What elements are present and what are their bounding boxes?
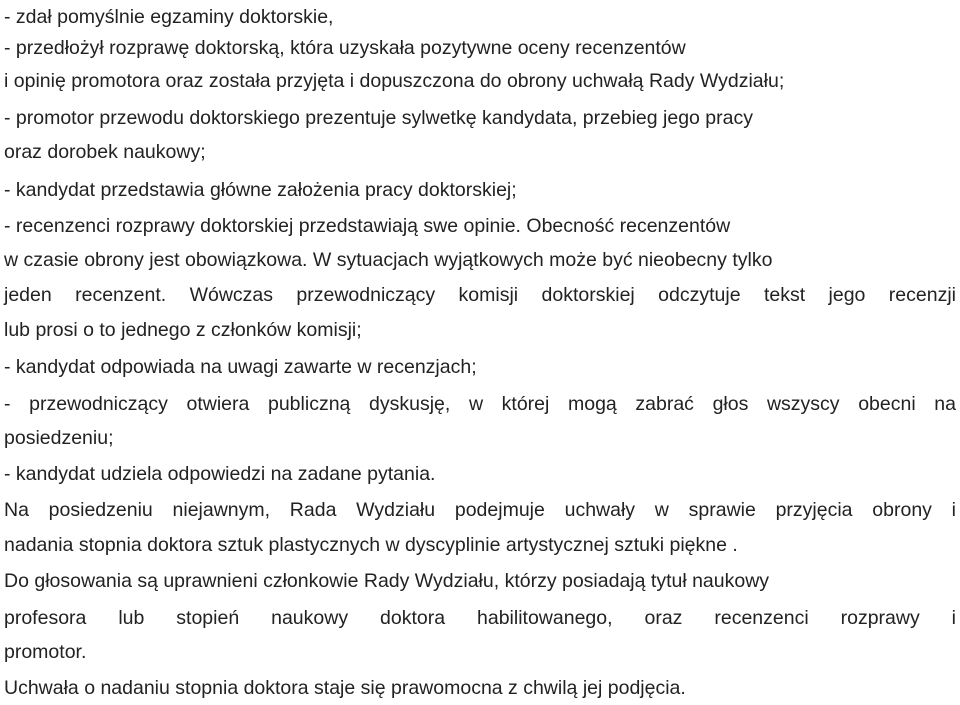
- text-line-6: - kandydat przedstawia główne założenia pracy doktorskiej;: [4, 179, 517, 201]
- text-line-20: Uchwała o nadaniu stopnia doktora staje się prawomocna z chwilą jej podjęcia.: [4, 677, 686, 699]
- text-line-2: - przedłożył rozprawę doktorską, która uzyskała pozytywne oceny recenzentów: [4, 37, 686, 59]
- text-line-4: - promotor przewodu doktorskiego prezentuje sylwetkę kandydata, przebieg jego pracy: [4, 107, 753, 129]
- text-line-19: promotor.: [4, 641, 87, 663]
- text-line-7: - recenzenci rozprawy doktorskiej przedstawiają swe opinie. Obecność recenzentów: [4, 215, 731, 237]
- text-line-14: - kandydat udziela odpowiedzi na zadane pytania.: [4, 463, 436, 485]
- text-line-10: lub prosi o to jednego z członków komisji;: [4, 319, 362, 341]
- text-line-3: i opinię promotora oraz została przyjęta i dopuszczona do obrony uchwałą Rady Wydziału;: [4, 70, 785, 92]
- text-line-8: w czasie obrony jest obowiązkowa. W sytuacjach wyjątkowych może być nieobecny tylko: [4, 249, 773, 271]
- text-line-1: - zdał pomyślnie egzaminy doktorskie,: [4, 6, 334, 28]
- text-line-12: - przewodniczący otwiera publiczną dyskusję, w której mogą zabrać głos wszyscy obecni na: [4, 393, 956, 415]
- text-line-9: jeden recenzent. Wówczas przewodniczący komisji doktorskiej odczytuje tekst jego recenzji: [4, 284, 956, 306]
- text-line-15: Na posiedzeniu niejawnym, Rada Wydziału podejmuje uchwały w sprawie przyjęcia obrony i: [4, 499, 956, 521]
- text-line-13: posiedzeniu;: [4, 427, 114, 449]
- text-line-18: profesora lub stopień naukowy doktora habilitowanego, oraz recenzenci rozprawy i: [4, 607, 956, 629]
- text-line-11: - kandydat odpowiada na uwagi zawarte w recenzjach;: [4, 356, 477, 378]
- document-page: [4, 0, 956, 701]
- text-line-17: Do głosowania są uprawnieni członkowie Rady Wydziału, którzy posiadają tytuł naukowy: [4, 570, 770, 592]
- text-line-5: oraz dorobek naukowy;: [4, 141, 206, 163]
- text-line-16: nadania stopnia doktora sztuk plastycznych w dyscyplinie artystycznej sztuki piękne .: [4, 534, 738, 556]
